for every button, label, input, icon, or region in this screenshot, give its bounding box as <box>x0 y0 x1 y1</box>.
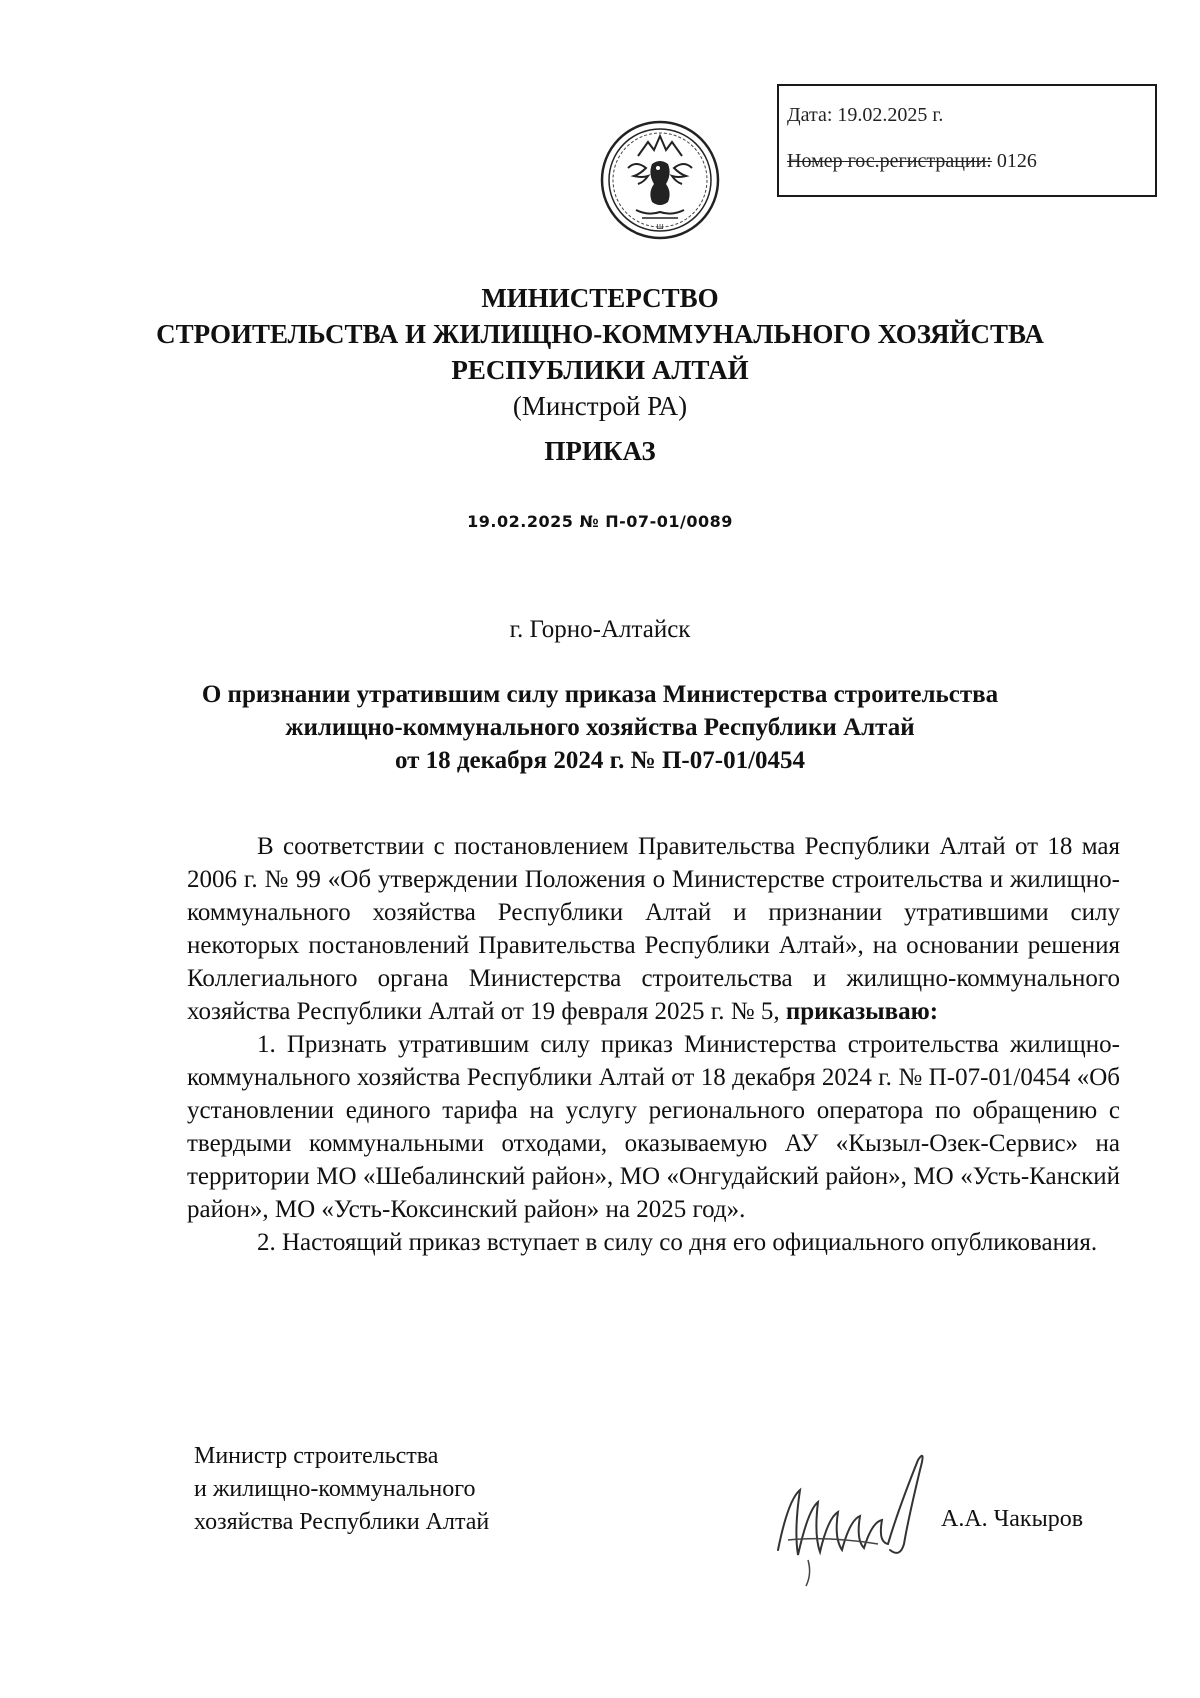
registration-number-line <box>787 150 1155 172</box>
signatory-position-line-1: Министр строительства <box>194 1443 439 1469</box>
ministry-line-3: РЕСПУБЛИКИ АЛТАЙ <box>451 355 749 385</box>
directive-word: приказываю: <box>785 998 939 1025</box>
signatory-position-line-2: и жилищно-коммунального <box>194 1476 476 1502</box>
preamble-text: В соответствии с постановлением Правительства Республики Алтай от 18 мая 2006 г. № 99 «Об утверждении Положения о Министерстве строительства и жилищно-коммунального хозяйства Республики Алтай и признании утратившими силу некоторых постановлений Правительства Республики Алтай», на основании решения Коллегиального органа Министерства строительства и жилищно-коммунального хозяйства Республики Алтай от 19 февраля 2025 г. № 5, <box>187 833 1120 1025</box>
svg-text:Ш: Ш <box>656 223 664 231</box>
registration-number-label: Номер гос.регистрации: <box>787 150 992 172</box>
order-body <box>187 830 1120 1259</box>
registration-number-value: 0126 <box>996 150 1037 172</box>
signatory-position <box>194 1440 489 1539</box>
document-type-title: ПРИКАЗ <box>544 436 656 466</box>
preamble-paragraph <box>187 830 1120 1028</box>
order-item-1: 1. Признать утратившим силу приказ Министерства строительства жилищно-коммунального хозяйства Республики Алтай от 18 декабря 2024 г. № П-07-01/0454 «Об установлении единого тарифа на услугу регионального оператора по обращению с твердыми коммунальными отходами, оказываемую АУ «Кызыл-Озек-Сервис» на территории МО «Шебалинский район», МО «Онгудайский район», МО «Усть-Канский район», МО «Усть-Коксинский район» на 2025 год». <box>187 1031 1120 1223</box>
registration-date-line <box>787 104 1155 126</box>
registration-date-value: 19.02.2025 г. <box>837 104 944 126</box>
registration-stamp <box>777 84 1157 197</box>
order-item-2: 2. Настоящий приказ вступает в силу со дня его официального опубликования. <box>257 1229 1098 1256</box>
ministry-line-2: СТРОИТЕЛЬСТВА И ЖИЛИЩНО-КОММУНАЛЬНОГО ХОЗЯЙСТВА <box>156 319 1044 349</box>
registration-date-label: Дата: <box>787 104 833 126</box>
city-name: г. Горно-Алтайск <box>509 616 691 643</box>
order-subject <box>0 678 1200 777</box>
signatory-name: А.А. Чакыров <box>941 1506 1084 1532</box>
subject-line-2: жилищно-коммунального хозяйства Республики Алтай <box>285 714 915 741</box>
signatory-position-line-3: хозяйства Республики Алтай <box>194 1509 490 1535</box>
order-date-number: 19.02.2025 № П-07-01/0089 <box>467 512 733 531</box>
ministry-heading <box>0 280 1200 424</box>
coat-of-arms-emblem <box>598 118 722 242</box>
subject-line-3: от 18 декабря 2024 г. № П-07-01/0454 <box>394 747 806 774</box>
subject-line-1: О признании утратившим силу приказа Министерства строительства <box>201 681 999 708</box>
ministry-line-1: МИНИСТЕРСТВО <box>481 283 719 313</box>
ministry-short-name: (Минстрой РА) <box>512 391 688 421</box>
handwritten-signature <box>768 1440 948 1590</box>
